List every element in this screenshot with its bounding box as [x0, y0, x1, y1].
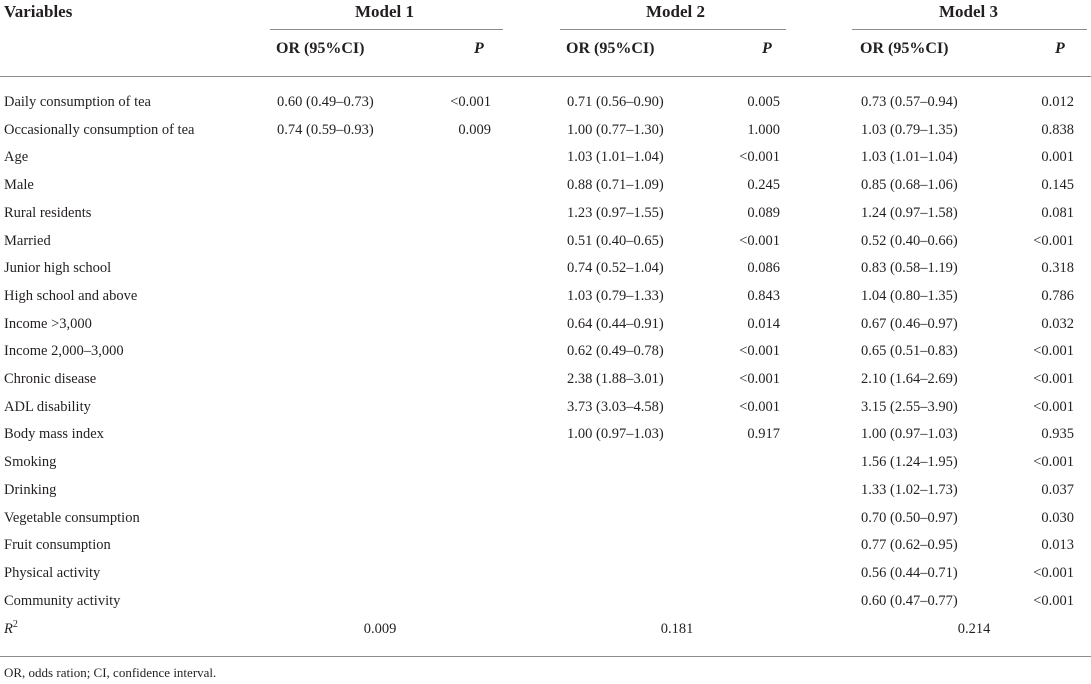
- model-3-header: Model 3: [939, 2, 999, 21]
- cell-m3-or: 1.24 (0.97–1.58): [861, 204, 958, 221]
- variables-header: Variables: [4, 2, 73, 21]
- cell-name: High school and above: [4, 287, 138, 304]
- cell-m2-or: 0.74 (0.52–1.04): [567, 260, 664, 277]
- r2-label: $R^2$: [4, 619, 18, 637]
- cell-m3-or: 0.67 (0.46–0.97): [861, 315, 958, 332]
- table-row: [0, 260, 1091, 287]
- cell-m3-or: 1.33 (1.02–1.73): [861, 481, 958, 498]
- cell-name: Fruit consumption: [4, 537, 111, 554]
- cell-m2-or: 2.38 (1.88–3.01): [567, 371, 664, 387]
- cell-m3-or: 0.65 (0.51–0.83): [861, 343, 958, 360]
- table-bottom-rule: [0, 656, 1091, 657]
- cell-name: Community activity: [4, 592, 121, 609]
- cell-m3-or: 1.03 (1.01–1.04): [861, 149, 958, 166]
- table-row: [0, 288, 1091, 315]
- cell-m2-p: 0.917: [747, 426, 780, 443]
- r2-row: [0, 621, 1091, 648]
- cell-m1-p: <0.001: [450, 94, 491, 110]
- table-row: [0, 343, 1091, 370]
- cell-name: Income 2,000–3,000: [4, 343, 124, 360]
- cell-name: Physical activity: [4, 564, 101, 581]
- r2-model-1: 0.009: [363, 621, 397, 637]
- model-1-p-header: P: [474, 40, 484, 57]
- footnote: OR, odds ration; CI, confidence interval.: [4, 665, 217, 680]
- table-row: [0, 399, 1091, 426]
- model-2-or-header: OR (95%CI): [566, 40, 655, 57]
- cell-name: Chronic disease: [4, 371, 97, 387]
- cell-m3-p: <0.001: [1033, 371, 1074, 387]
- cell-name: Rural residents: [4, 204, 92, 221]
- cell-name: Junior high school: [4, 260, 112, 277]
- cell-m3-or: 3.15 (2.55–3.90): [861, 398, 958, 415]
- cell-m2-or: 0.51 (0.40–0.65): [567, 232, 664, 249]
- cell-m3-or: 1.56 (1.24–1.95): [861, 454, 958, 471]
- cell-m2-or: 1.03 (0.79–1.33): [567, 287, 664, 304]
- model-2-header: Model 2: [646, 2, 706, 21]
- cell-m2-p: 0.843: [747, 287, 780, 304]
- cell-name: Drinking: [4, 481, 57, 498]
- model-1-header: Model 1: [355, 2, 415, 21]
- table-row: [0, 537, 1091, 564]
- model-3-rule: [852, 29, 1087, 30]
- cell-m3-p: 0.012: [1041, 94, 1074, 110]
- cell-m2-or: 0.71 (0.56–0.90): [567, 94, 664, 110]
- cell-name: Daily consumption of tea: [4, 94, 151, 110]
- cell-m3-or: 0.83 (0.58–1.19): [861, 260, 958, 277]
- cell-m1-or: 0.74 (0.59–0.93): [277, 121, 374, 138]
- cell-m3-p: 0.081: [1041, 204, 1074, 221]
- cell-m2-p: <0.001: [739, 149, 780, 166]
- table-row: [0, 122, 1091, 149]
- cell-m3-or: 1.04 (0.80–1.35): [861, 287, 958, 304]
- cell-m3-p: 0.145: [1041, 177, 1074, 194]
- cell-name: Income >3,000: [4, 315, 92, 332]
- cell-m2-p: 0.005: [747, 94, 780, 110]
- cell-name: Married: [4, 232, 51, 249]
- cell-m3-or: 0.52 (0.40–0.66): [861, 232, 958, 249]
- cell-m3-p: <0.001: [1033, 398, 1074, 415]
- cell-name: Smoking: [4, 454, 57, 471]
- cell-m2-p: 0.089: [747, 204, 780, 221]
- cell-m3-p: <0.001: [1033, 343, 1074, 360]
- cell-m3-or: 1.03 (0.79–1.35): [861, 121, 958, 138]
- cell-m2-or: 3.73 (3.03–4.58): [567, 398, 664, 415]
- cell-m3-p: 0.001: [1041, 149, 1074, 166]
- cell-m2-p: 0.014: [747, 315, 780, 332]
- cell-m2-p: 0.086: [747, 260, 780, 277]
- cell-m2-p: <0.001: [739, 398, 780, 415]
- cell-name: Body mass index: [4, 426, 104, 443]
- cell-name: Male: [4, 177, 34, 194]
- cell-m3-or: 0.60 (0.47–0.77): [861, 592, 958, 609]
- r2-model-2: 0.181: [660, 621, 694, 637]
- cell-m1-or: 0.60 (0.49–0.73): [277, 94, 374, 110]
- table-row: [0, 510, 1091, 537]
- cell-m3-or: 0.70 (0.50–0.97): [861, 509, 958, 526]
- table-row: [0, 454, 1091, 481]
- cell-m3-p: <0.001: [1033, 592, 1074, 609]
- table-row: [0, 371, 1091, 398]
- cell-m3-p: 0.030: [1041, 509, 1074, 526]
- model-3-or-header: OR (95%CI): [860, 40, 949, 57]
- cell-m2-p: <0.001: [739, 371, 780, 387]
- table-row: [0, 482, 1091, 509]
- cell-m2-or: 1.00 (0.77–1.30): [567, 121, 664, 138]
- cell-m2-or: 1.23 (0.97–1.55): [567, 204, 664, 221]
- table-row: [0, 565, 1091, 592]
- cell-m3-p: 0.935: [1041, 426, 1074, 443]
- cell-m2-or: 1.03 (1.01–1.04): [567, 149, 664, 166]
- cell-m2-p: 1.000: [747, 121, 780, 138]
- cell-name: Occasionally consumption of tea: [4, 121, 195, 138]
- cell-m3-p: 0.032: [1041, 315, 1074, 332]
- cell-name: Age: [4, 149, 29, 166]
- cell-name: Vegetable consumption: [4, 509, 140, 526]
- cell-m3-or: 0.73 (0.57–0.94): [861, 94, 958, 110]
- cell-m3-or: 2.10 (1.64–2.69): [861, 371, 958, 387]
- model-3-p-header: P: [1055, 40, 1065, 57]
- table-row: [0, 94, 1091, 121]
- cell-m3-or: 1.00 (0.97–1.03): [861, 426, 958, 443]
- cell-m3-p: 0.013: [1041, 537, 1074, 554]
- cell-name: ADL disability: [4, 398, 91, 415]
- cell-m2-p: 0.245: [747, 177, 780, 194]
- cell-m3-p: <0.001: [1033, 564, 1074, 581]
- cell-m3-p: 0.786: [1041, 287, 1074, 304]
- model-1-rule: [270, 29, 503, 30]
- model-2-p-header: P: [762, 40, 772, 57]
- cell-m2-or: 0.88 (0.71–1.09): [567, 177, 664, 194]
- header-bottom-rule: [0, 76, 1091, 77]
- table-row: [0, 149, 1091, 176]
- cell-m3-p: <0.001: [1033, 232, 1074, 249]
- cell-m3-p: <0.001: [1033, 454, 1074, 471]
- cell-m3-p: 0.318: [1041, 260, 1074, 277]
- r2-model-3: 0.214: [957, 621, 991, 637]
- model-1-or-header: OR (95%CI): [276, 40, 365, 57]
- table-row: [0, 177, 1091, 204]
- table-row: [0, 426, 1091, 453]
- cell-m3-p: 0.037: [1041, 481, 1074, 498]
- cell-m2-or: 0.62 (0.49–0.78): [567, 343, 664, 360]
- cell-m3-p: 0.838: [1041, 121, 1074, 138]
- cell-m3-or: 0.56 (0.44–0.71): [861, 564, 958, 581]
- model-2-rule: [560, 29, 786, 30]
- cell-m1-p: 0.009: [458, 121, 491, 138]
- cell-m3-or: 0.77 (0.62–0.95): [861, 537, 958, 554]
- cell-m2-p: <0.001: [739, 343, 780, 360]
- cell-m3-or: 0.85 (0.68–1.06): [861, 177, 958, 194]
- cell-m2-or: 0.64 (0.44–0.91): [567, 315, 664, 332]
- cell-m2-or: 1.00 (0.97–1.03): [567, 426, 664, 443]
- table-row: [0, 316, 1091, 343]
- cell-m2-p: <0.001: [739, 232, 780, 249]
- table-row: [0, 233, 1091, 260]
- table-row: [0, 205, 1091, 232]
- table-row: [0, 593, 1091, 620]
